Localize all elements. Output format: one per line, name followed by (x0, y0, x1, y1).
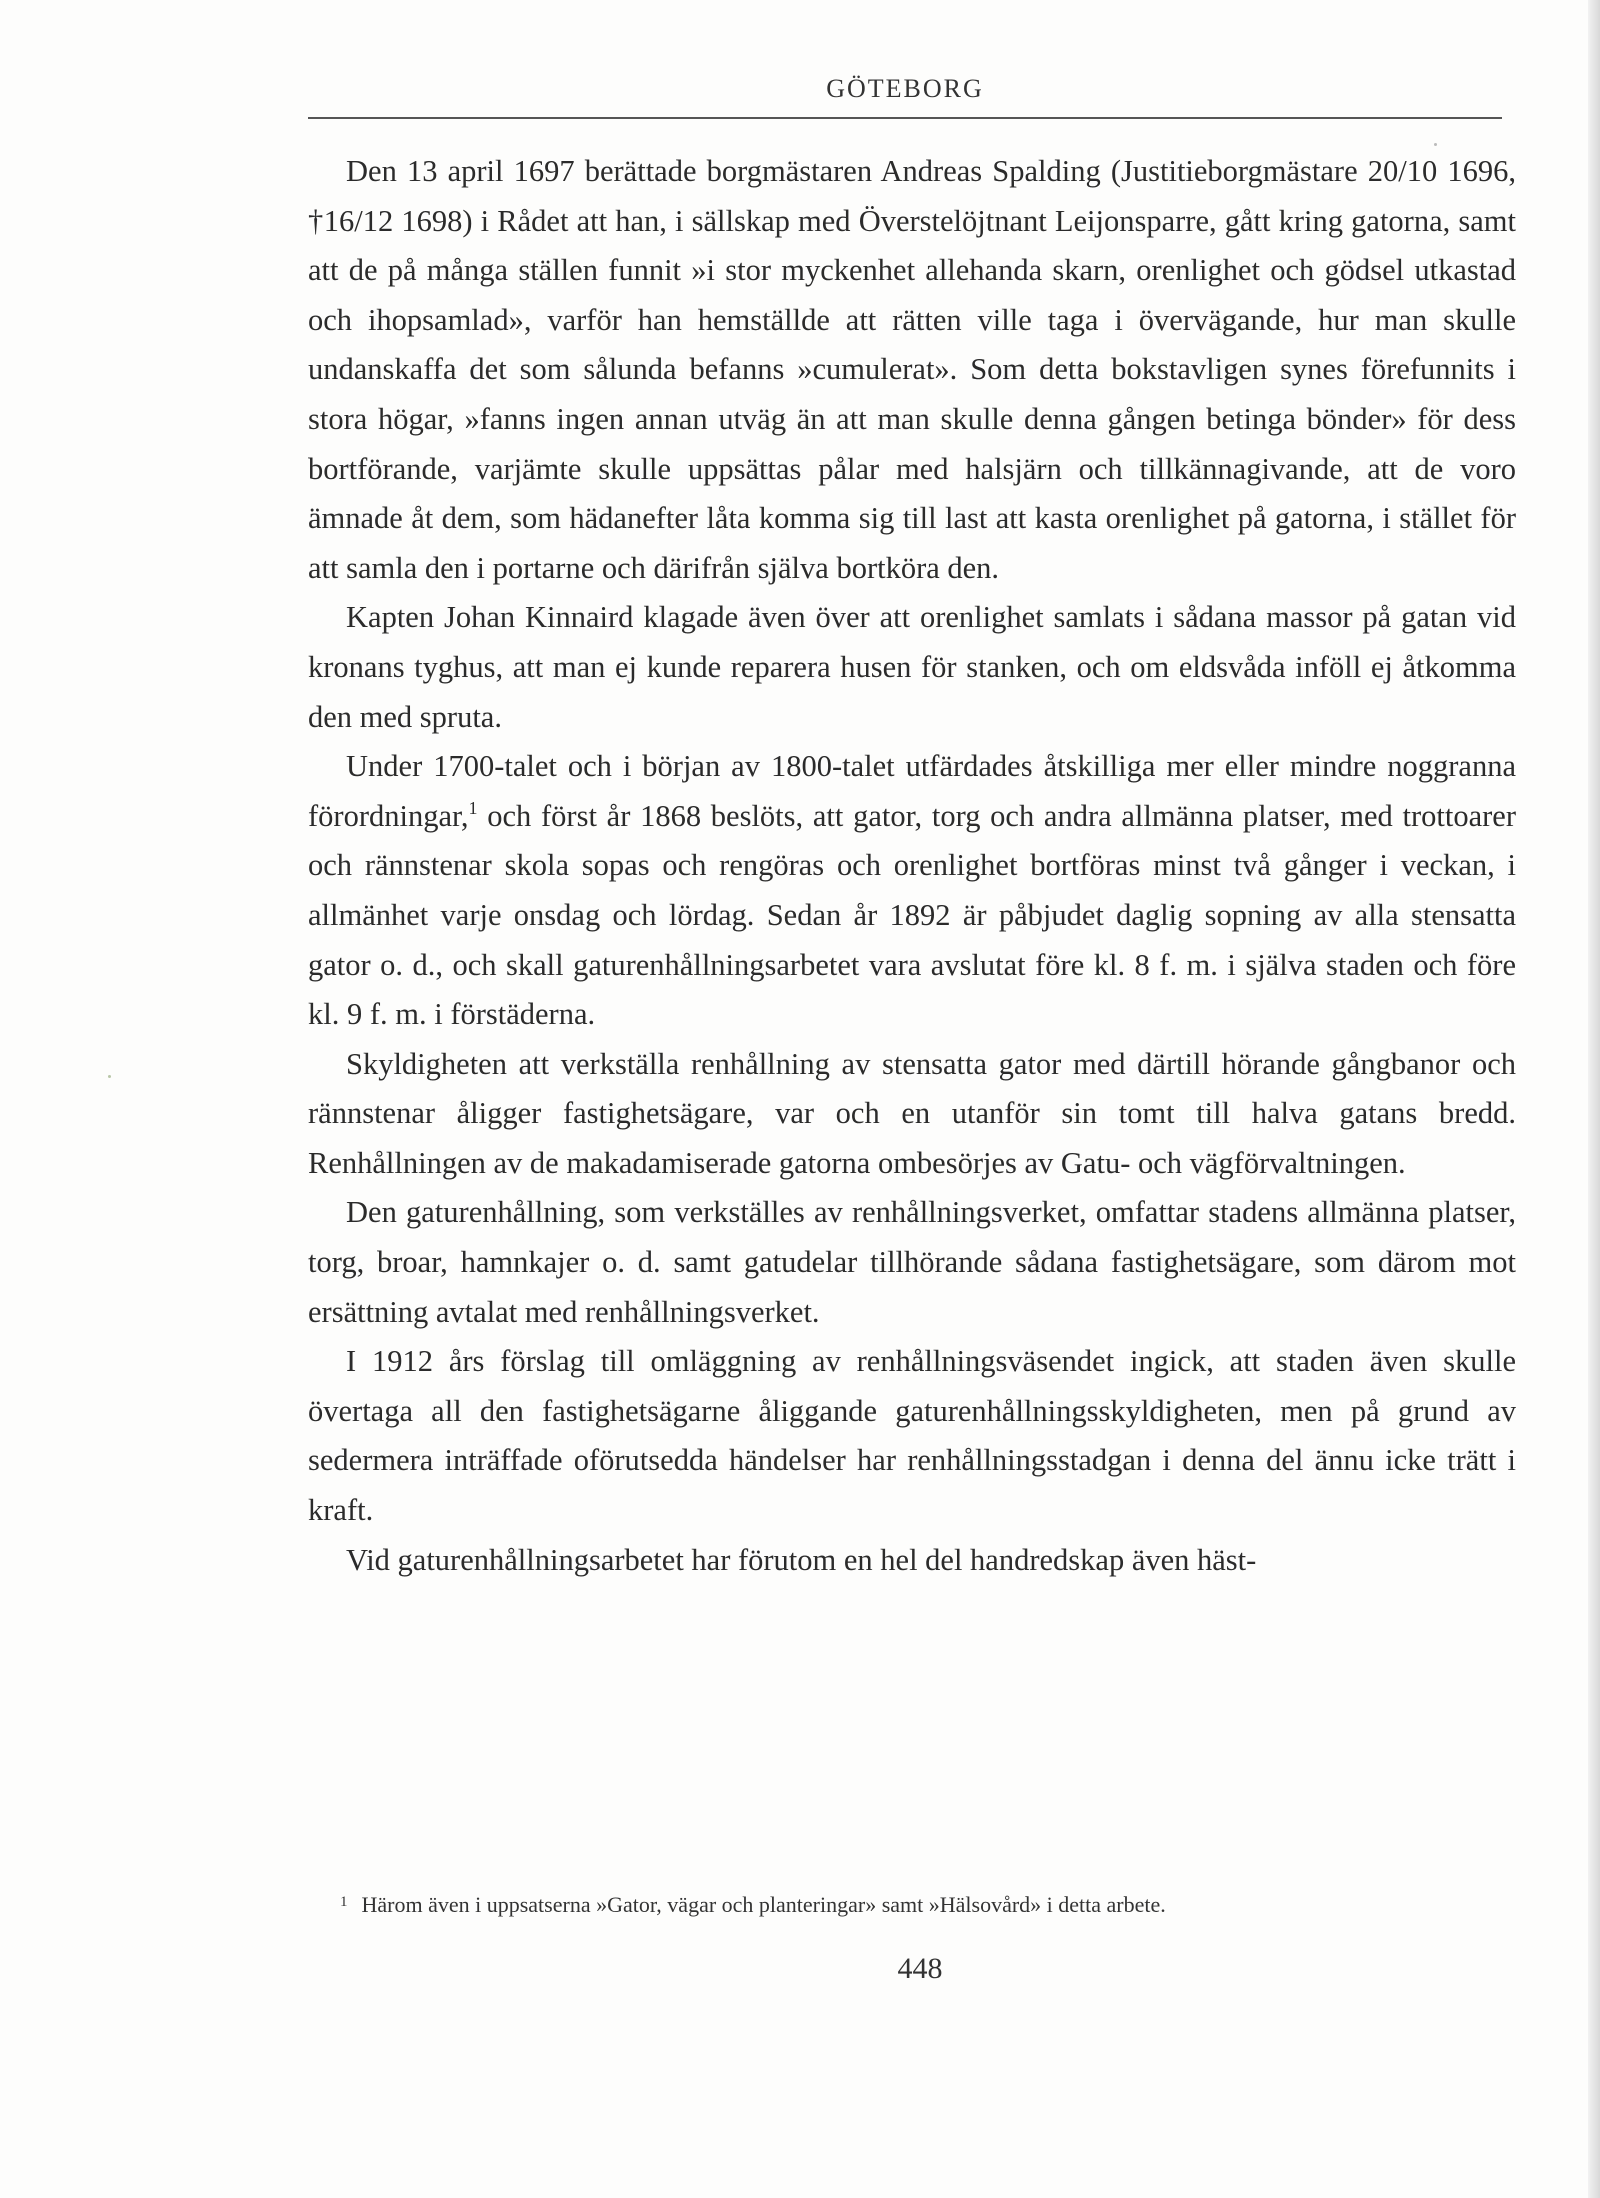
paragraph-street-cleaning: Den gaturenhållning, som verkställes av renhållningsverket, omfattar stadens allmänna platser, torg, broar, hamnkajer o. d. samt gatudelar tillhörande sådana fastighetsägare, som därom mot ersättning avtalat med renhållningsverket. (308, 1195, 1516, 1329)
paper-speck (1434, 143, 1437, 146)
body-text (308, 147, 1516, 1585)
paragraph-ordinances (308, 742, 1516, 1040)
paragraph-obligation: Skyldigheten att verkställa renhållning av stensatta gator med därtill hörande gångbanor och rännstenar åligger fastighetsägare, var och en utanför sin tomt till halva gatans bredd. Renhållningen av de makadamiserade gatorna ombesörjes av Gatu- och vägförvaltningen. (308, 1046, 1516, 1180)
paper-speck (108, 1075, 111, 1078)
paragraph-ordinances-text-a: Under 1700-talet och i början av 1800-talet utfärdades åtskilliga mer eller mindre noggranna förordningar, (308, 749, 1516, 833)
page-number: 448 (897, 1952, 943, 1985)
paragraph-spalding: Den 13 april 1697 berättade borgmästaren Andreas Spalding (Justitieborgmästare 20/10 1696, †16/12 1698) i Rådet att han, i sällskap med Överstelöjtnant Leijonsparre, gått kring gatorna, samt att de på många ställen funnit »i stor myckenhet allehanda skarn, orenlighet och gödsel utkastad och ihopsamlad», varför han hemställde att rätten ville taga i övervägande, hur man skulle undanskaffa det som sålunda befanns »cumulerat». Som detta bokstavligen synes förefunnits i stora högar, »fanns ingen annan utväg än att man skulle denna gången betinga bönder» för dess bortförande, varjämte skulle uppsättas pålar med halsjärn och tillkännagivande, att de voro ämnade åt dem, som hädanefter låta komma sig till last att kasta orenlighet på gatorna, i stället för att samla den i portarne och därifrån själva bortköra den. (308, 154, 1516, 585)
header-rule (308, 117, 1502, 119)
paragraph-tools: Vid gaturenhållningsarbetet har förutom en hel del handredskap även häst- (346, 1542, 1257, 1577)
footnote-marker: 1 (340, 1894, 348, 1910)
footnote (340, 1887, 1516, 1920)
footnote-reference: 1 (468, 797, 478, 818)
footnote-text: Härom även i uppsatserna »Gator, vägar och planteringar» samt »Hälsovård» i detta arbete. (361, 1892, 1166, 1917)
paragraph-1912-proposal: I 1912 års förslag till omläggning av renhållningsväsendet ingick, att staden även skulle övertaga all den fastighetsägarne åliggande gaturenhållningsskyldigheten, men på grund av sedermera inträffade oförutsedda händelser har renhållningsstadgan i denna del ännu icke trätt i kraft. (308, 1344, 1516, 1528)
paragraph-kinnaird: Kapten Johan Kinnaird klagade även över att orenlighet samlats i sådana massor på gatan vid kronans tyghus, att man ej kunde reparera husen för stanken, och om eldsvåda inföll ej åtkomma den med spruta. (308, 600, 1516, 734)
running-head: GÖTEBORG (826, 74, 984, 103)
paragraph-ordinances-text-b: och först år 1868 beslöts, att gator, torg och andra allmänna platser, med trottoarer och rännstenar skola sopas och rengöras och orenlighet bortföras minst två gånger i veckan, i allmänhet varje onsdag och lördag. Sedan år 1892 är påbjudet daglig sopning av alla stensatta gator o. d., och skall gaturenhållningsarbetet vara avslutat före kl. 8 f. m. i själva staden och före kl. 9 f. m. i förstäderna. (308, 798, 1516, 1032)
page-edge (1588, 0, 1600, 2198)
